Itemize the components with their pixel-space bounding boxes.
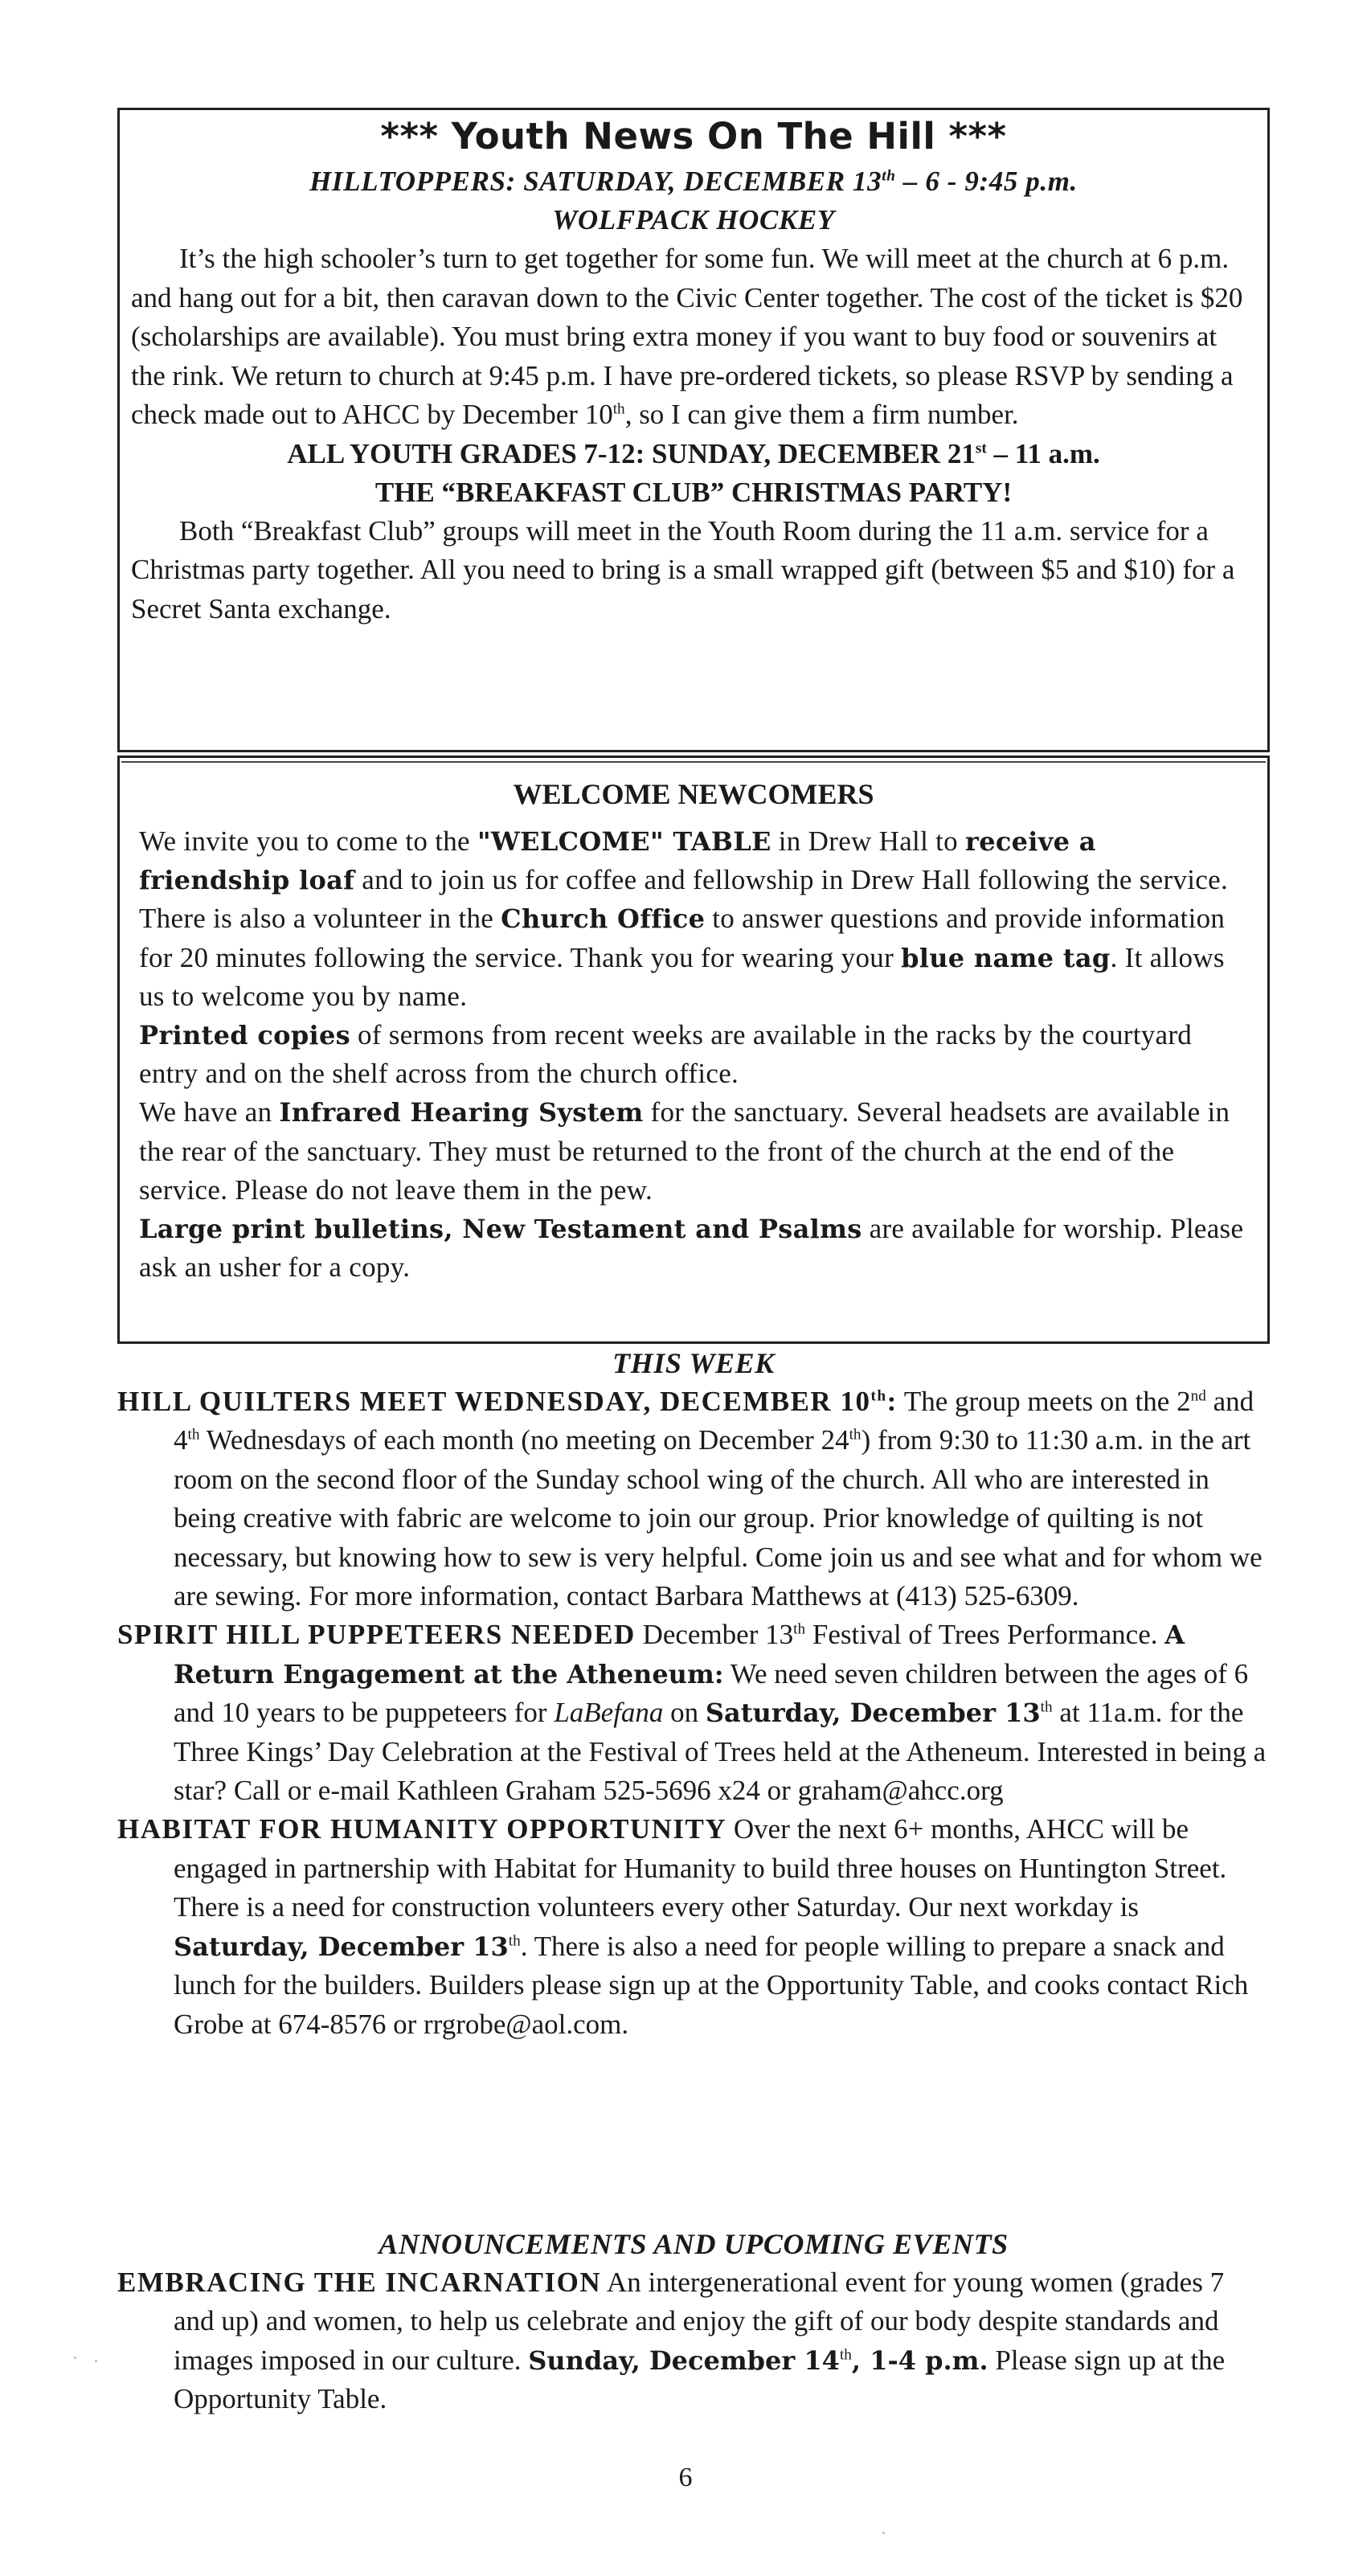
puppeteers-item: SPIRIT HILL PUPPETEERS NEEDED December 13th Festival of Trees Performance. A Return Engagement at the Atheneum: We need seven children between the ages of 6 and 10 years to be puppeteers for LaBefana on Saturday, December 13th at 11a.m. for the Three Kings’ Day Celebration at the Festival of Trees held at the Atheneum. Interested in being a star? Call or e-mail Kathleen Graham 525-5696 x24 or graham@ahcc.org: [117, 1619, 1267, 1807]
welcome-title: WELCOME NEWCOMERS: [513, 778, 874, 810]
this-week-section: [117, 1344, 1270, 2044]
welcome-newcomers-box: [117, 756, 1270, 1344]
scan-speck: [882, 2532, 885, 2534]
hearing-system-paragraph: We have an Infrared Hearing System for the sanctuary. Several headsets are available in the rear of the sanctuary. They must be returned to the front of the church at the end of the service. Please do not leave them in the pew.: [139, 1096, 1230, 1206]
printed-copies-paragraph: Printed copies of sermons from recent weeks are available in the racks by the courtyard entry and on the shelf across from the church office.: [139, 1019, 1193, 1090]
page-number: 6: [678, 2463, 693, 2492]
welcome-paragraph: We invite you to come to the "WELCOME" TABLE in Drew Hall to receive a friendship loaf and to join us for coffee and fellowship in Drew Hall following the service. There is also a volunteer in the Church Office to answer questions and provide information for 20 minutes following the service. Thank you for wearing your blue name tag. It allows us to welcome you by name.: [139, 825, 1228, 1012]
hilltoppers-heading: HILLTOPPERS: SATURDAY, DECEMBER 13th – 6 - 9:45 p.m.: [309, 166, 1078, 197]
hilltoppers-body: It’s the high schooler’s turn to get together for some fun. We will meet at the church at 6 p.m. and hang out for a bit, then caravan down to the Civic Center together. The cost of the ticket is $20 (scholarships are available). You must bring extra money if you want to buy food or souvenirs at the rink. We return to church at 9:45 p.m. I have pre-ordered tickets, so please RSVP by sending a check made out to AHCC by December 10th, so I can give them a firm number.: [131, 243, 1243, 430]
announcements-title: ANNOUNCEMENTS AND UPCOMING EVENTS: [379, 2228, 1009, 2260]
hilltoppers-subheading: WOLFPACK HOCKEY: [552, 204, 835, 235]
large-print-paragraph: Large print bulletins, New Testament and Psalms are available for worship. Please ask an usher for a copy.: [139, 1213, 1244, 1284]
scan-speck: [74, 2357, 76, 2359]
habitat-item: HABITAT FOR HUMANITY OPPORTUNITY Over the next 6+ months, AHCC will be engaged in partnership with Habitat for Humanity to build three houses on Huntington Street. There is a need for construction volunteers every other Saturday. Our next workday is Saturday, December 13th. There is also a need for people willing to prepare a snack and lunch for the builders. Builders please sign up at the Opportunity Table, and cooks contact Rich Grobe at 674-8576 or rrgrobe@aol.com.: [117, 1813, 1249, 2040]
youth-news-box: [117, 108, 1270, 752]
incarnation-item: EMBRACING THE INCARNATION An intergenerational event for young women (grades 7 and up) and women, to help us celebrate and enjoy the gift of our body despite standards and images imposed in our culture. Sunday, December 14th, 1-4 p.m. Please sign up at the Opportunity Table.: [117, 2267, 1226, 2415]
youth-news-banner: *** Youth News On The Hill ***: [380, 115, 1007, 158]
announcements-section: [117, 2225, 1270, 2419]
scan-speck: [95, 2360, 97, 2362]
breakfast-club-subheading: THE “BREAKFAST CLUB” CHRISTMAS PARTY!: [374, 476, 1013, 508]
all-youth-heading: ALL YOUTH GRADES 7-12: SUNDAY, DECEMBER 21st – 11 a.m.: [287, 437, 1100, 469]
this-week-title: THIS WEEK: [612, 1347, 775, 1379]
quilters-item: HILL QUILTERS MEET WEDNESDAY, DECEMBER 10th: The group meets on the 2nd and 4th Wednesdays of each month (no meeting on December 24th) from 9:30 to 11:30 a.m. in the art room on the second floor of the Sunday school wing of the church. All who are interested in being creative with fabric are welcome to join our group. Prior knowledge of quilting is not necessary, but knowing how to sew is very helpful. Come join us and see what and for whom we are sewing. For more information, contact Barbara Matthews at (413) 525-6309.: [117, 1386, 1263, 1612]
breakfast-club-body: Both “Breakfast Club” groups will meet in the Youth Room during the 11 a.m. service for a Christmas party together. All you need to bring is a small wrapped gift (between $5 and $10) for a Secret Santa exchange.: [131, 514, 1235, 625]
